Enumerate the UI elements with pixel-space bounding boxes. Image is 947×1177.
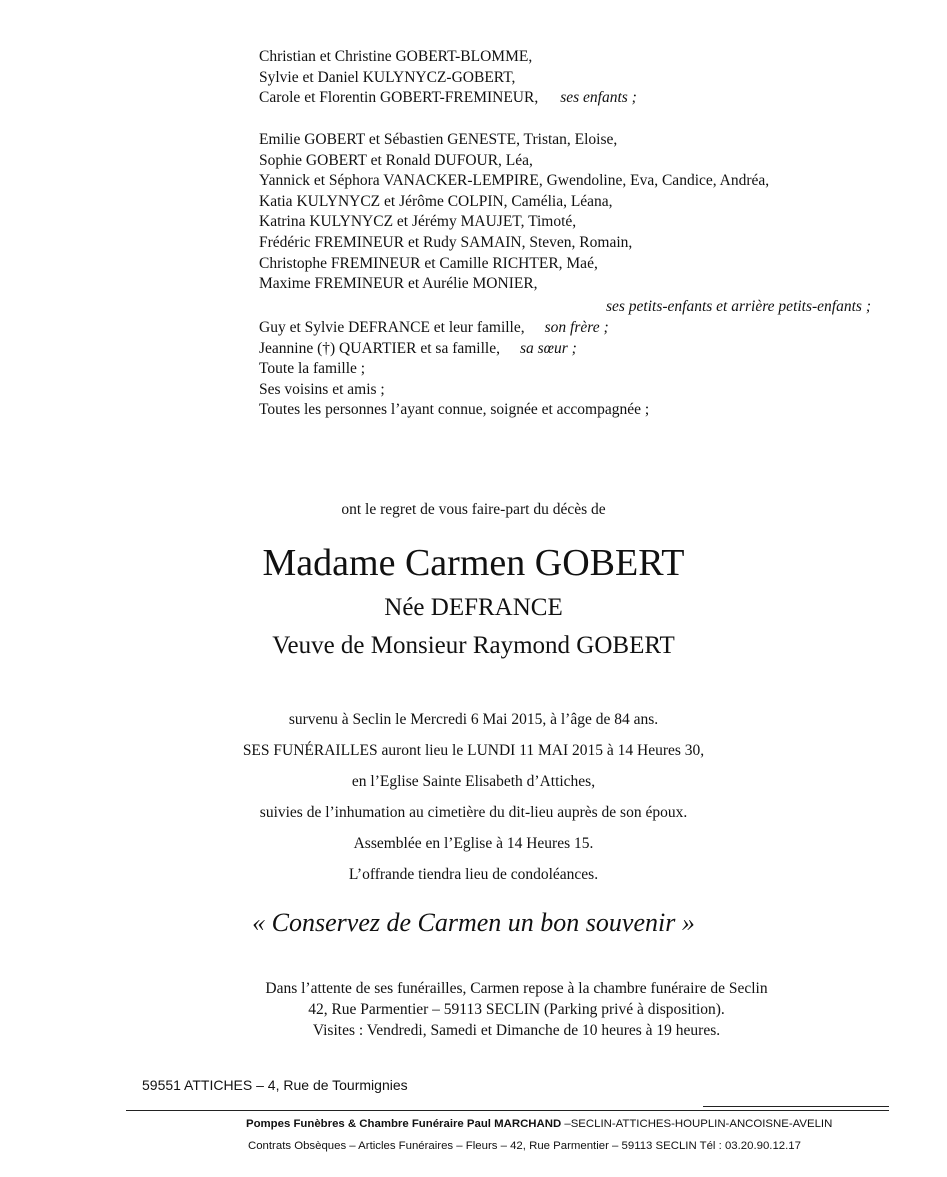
family-line: Sylvie et Daniel KULYNYCZ-GOBERT, — [259, 68, 516, 86]
visit-line: Dans l’attente de ses funérailles, Carmen repose à la chambre funéraire de Seclin — [265, 980, 768, 997]
relation-grandchildren: ses petits-enfants et arrière petits-enfants ; — [605, 298, 871, 315]
footer-rule — [126, 1110, 889, 1111]
funeral-details — [0, 704, 947, 890]
family-line: Maxime FREMINEUR et Aurélie MONIER, — [259, 275, 538, 293]
family-line: Katrina KULYNYCZ et Jérémy MAUJET, Timoté, — [259, 213, 577, 231]
family-line: Guy et Sylvie DEFRANCE et leur famille, son frère ; — [259, 319, 609, 336]
family-line: Ses voisins et amis ; — [259, 380, 385, 398]
visit-line: Visites : Vendredi, Samedi et Dimanche de 10 heures à 19 heures. — [312, 1022, 721, 1039]
visit-line: 42, Rue Parmentier – 59113 SECLIN (Parking privé à disposition). — [308, 1001, 725, 1018]
family-line: Christophe FREMINEUR et Camille RICHTER, Maé, — [259, 254, 598, 272]
detail-line: survenu à Seclin le Mercredi 6 Mai 2015, à l’âge de 84 ans. — [288, 711, 659, 728]
announcement-intro: ont le regret de vous faire-part du décès de — [341, 501, 606, 518]
footer-towns: –SECLIN-ATTICHES-HOUPLIN-ANCOISNE-AVELIN — [561, 1118, 833, 1130]
family-line: Toute la famille ; — [259, 360, 366, 378]
deceased-name: Madame Carmen GOBERT — [262, 542, 685, 584]
visit-info — [43, 978, 947, 1041]
relation-brother: son frère ; — [544, 319, 609, 336]
footer-rule-short — [703, 1106, 889, 1107]
relation-sister: sa sœur ; — [519, 339, 577, 357]
footer-contact: Contrats Obsèques – Articles Funéraires – Fleurs – 42, Rue Parmentier – 59113 SECLIN Tél : 03.20.90.12.17 — [248, 1140, 801, 1152]
detail-line: Assemblée en l’Eglise à 14 Heures 15. — [353, 835, 594, 852]
detail-line: en l’Eglise Sainte Elisabeth d’Attiches, — [351, 773, 596, 790]
family-line: Sophie GOBERT et Ronald DUFOUR, Léa, — [259, 151, 533, 169]
family-line: Katia KULYNYCZ et Jérôme COLPIN, Camélia, Léana, — [259, 192, 613, 210]
relation-children: ses enfants ; — [560, 89, 637, 107]
detail-line: SES FUNÉRAILLES auront lieu le LUNDI 11 MAI 2015 à 14 Heures 30, — [242, 742, 705, 759]
family-line: Yannick et Séphora VANACKER-LEMPIRE, Gwendoline, Eva, Candice, Andréa, — [259, 172, 770, 190]
detail-line: L’offrande tiendra lieu de condoléances. — [348, 866, 599, 883]
family-line: Christian et Christine GOBERT-BLOMME, — [259, 48, 533, 65]
family-line: Jeannine (†) QUARTIER et sa famille, sa sœur ; — [259, 339, 577, 357]
maiden-name: Née DEFRANCE — [384, 594, 563, 621]
family-line: Emilie GOBERT et Sébastien GENESTE, Tristan, Eloise, — [259, 131, 618, 148]
children-list — [259, 47, 637, 109]
footer-company: Pompes Funèbres & Chambre Funéraire Paul MARCHAND — [246, 1118, 562, 1130]
widow-of: Veuve de Monsieur Raymond GOBERT — [272, 632, 675, 659]
siblings-list — [259, 318, 649, 421]
family-line: Toutes les personnes l’ayant connue, soignée et accompagnée ; — [259, 401, 650, 419]
footer-company-line — [246, 1118, 832, 1130]
memorial-quote: « Conservez de Carmen un bon souvenir » — [252, 908, 695, 937]
family-line: Frédéric FREMINEUR et Rudy SAMAIN, Steven, Romain, — [259, 233, 633, 251]
detail-line: suivies de l’inhumation au cimetière du dit-lieu auprès de son époux. — [259, 804, 688, 821]
grandchildren-list — [259, 130, 769, 295]
family-address: 59551 ATTICHES – 4, Rue de Tourmignies — [142, 1077, 408, 1093]
family-line: Carole et Florentin GOBERT-FREMINEUR, ses enfants ; — [259, 89, 637, 107]
